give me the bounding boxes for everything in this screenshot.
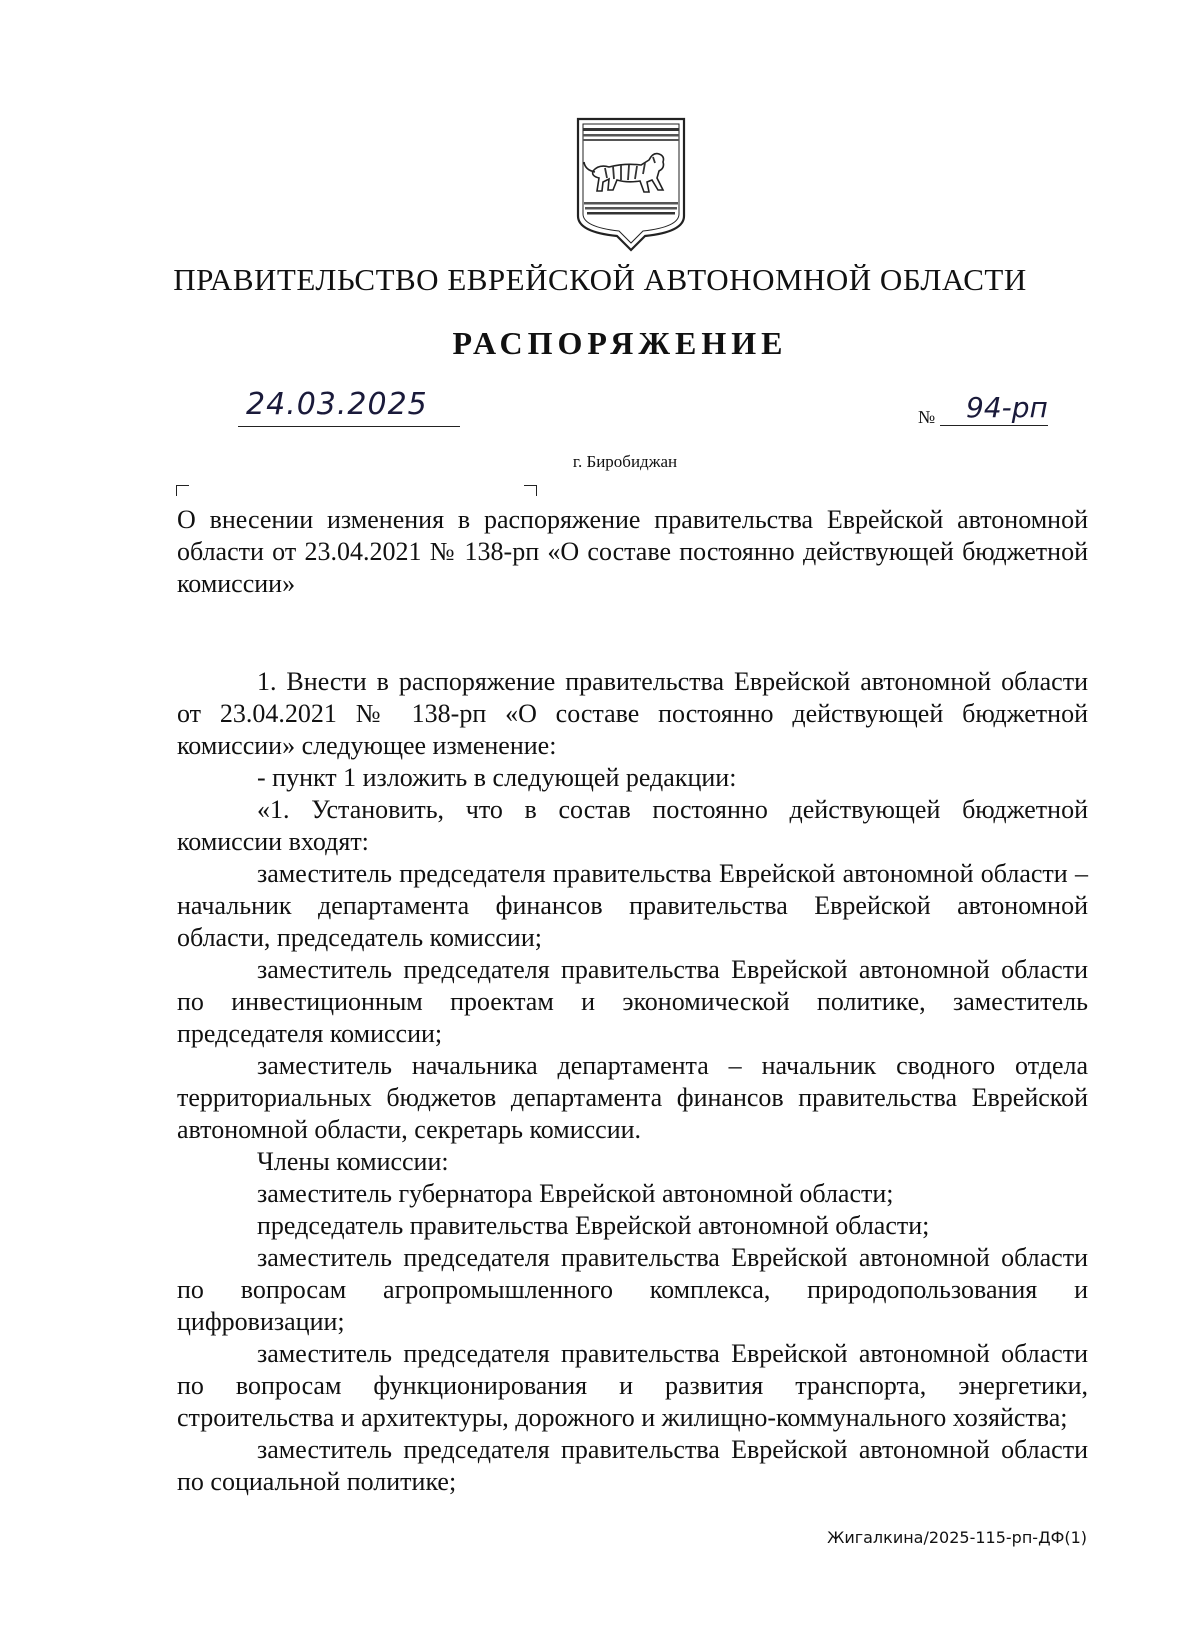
tiger-coat-of-arms-icon bbox=[575, 116, 687, 252]
body-paragraph: 1. Внести в распоряжение правительства Еврейской автономной области от 23.04.2021 № 138-рп «О составе постоянно действующей бюджетной комиссии» следующее изменение: bbox=[177, 667, 1088, 760]
document-body bbox=[177, 666, 1088, 1498]
number-field bbox=[918, 390, 1098, 430]
body-paragraph: заместитель председателя правительства Еврейской автономной области по вопросам агропромышленного комплекса, природопользования и цифровизации; bbox=[177, 1243, 1088, 1336]
body-paragraph: «1. Установить, что в состав постоянно действующей бюджетной комиссии входят: bbox=[177, 795, 1088, 856]
location-city: г. Биробиджан bbox=[572, 452, 678, 471]
footer-document-code: Жигалкина/2025-115-рп-ДФ(1) bbox=[827, 1528, 1087, 1547]
body-paragraph: заместитель председателя правительства Еврейской автономной области по инвестиционным проектам и экономической политике, заместитель председателя комиссии; bbox=[177, 955, 1088, 1048]
document-subject: О внесении изменения в распоряжение правительства Еврейской автономной области от 23.04.2021 № 138-рп «О составе постоянно действующей бюджетной комиссии» bbox=[177, 505, 1088, 598]
body-paragraph: заместитель председателя правительства Еврейской автономной области по вопросам функционирования и развития транспорта, энергетики, строительства и архитектуры, дорожного и жилищно-коммунального хозяйства; bbox=[177, 1339, 1088, 1432]
body-paragraph: председатель правительства Еврейской автономной области; bbox=[257, 1211, 930, 1240]
organization-title: ПРАВИТЕЛЬСТВО ЕВРЕЙСКОЙ АВТОНОМНОЙ ОБЛАСТИ bbox=[173, 262, 1027, 297]
subject-corner-left bbox=[176, 485, 189, 496]
body-paragraph: заместитель губернатора Еврейской автономной области; bbox=[257, 1179, 894, 1208]
number-sign: № bbox=[918, 407, 936, 427]
document-type-title: РАСПОРЯЖЕНИЕ bbox=[452, 325, 788, 361]
date-field bbox=[238, 380, 460, 427]
handwritten-date: 24.03.2025 bbox=[246, 387, 428, 422]
body-paragraph: Члены комиссии: bbox=[257, 1147, 449, 1176]
body-paragraph: заместитель председателя правительства Еврейской автономной области – начальник департамента финансов правительства Еврейской автономной области, председатель комиссии; bbox=[177, 859, 1088, 952]
body-paragraph: заместитель начальника департамента – начальник сводного отдела территориальных бюджетов департамента финансов правительства Еврейской автономной области, секретарь комиссии. bbox=[177, 1051, 1088, 1144]
handwritten-number: 94-рп bbox=[966, 391, 1048, 424]
body-paragraph: - пункт 1 изложить в следующей редакции: bbox=[257, 763, 737, 792]
body-paragraph: заместитель председателя правительства Еврейской автономной области по социальной политике; bbox=[177, 1435, 1088, 1496]
subject-corner-right bbox=[524, 485, 537, 496]
